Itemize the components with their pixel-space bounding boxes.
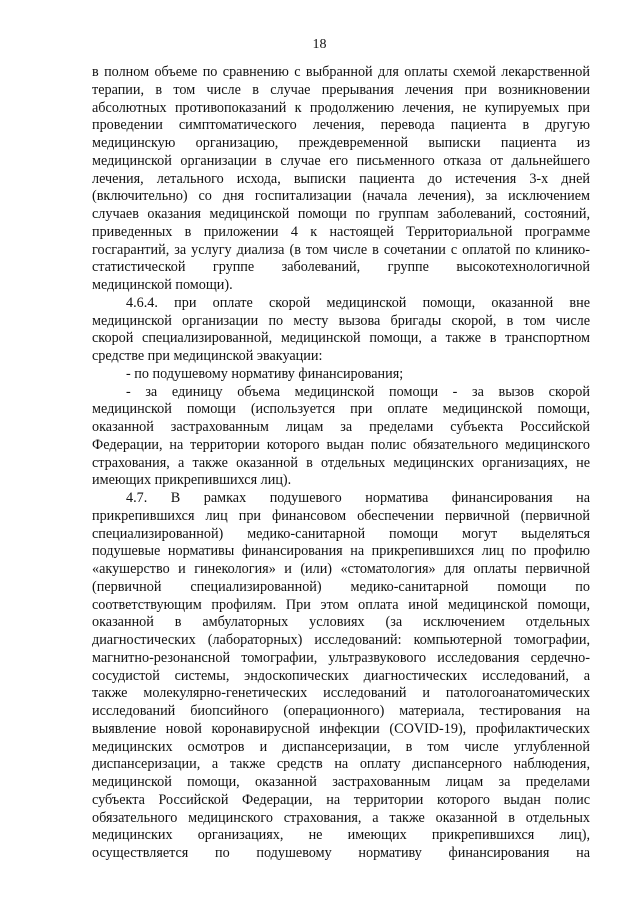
text-line: (первичной специализированной) медико-санитарной помощи по (92, 578, 590, 595)
text-line: Федерации, на территории которого выдан полис обязательного медицинского (92, 436, 590, 453)
text-line: специализированной) медико-санитарной помощи могут выделяться (92, 525, 590, 542)
text-line: страхования, а также оказанной в отдельных медицинских организациях, не (92, 454, 590, 471)
text-line: субъекта Российской Федерации, на территории которого выдан полис (92, 791, 590, 808)
text-line: оказанной в амбулаторных условиях (за исключением отдельных (92, 614, 590, 631)
text-line: сосудистой системы, эндоскопических диагностических исследований, а (92, 667, 590, 684)
text-line: госгарантий, за услугу диализа (в том числе в сочетании с оплатой по клинико- (92, 241, 590, 258)
text-line: медицинских осмотров и диспансеризации, в том числе углубленной (92, 738, 590, 755)
text-line: магнитно-резонансной томографии, ультразвукового исследования сердечно- (92, 649, 590, 666)
text-line: статистической группе заболеваний, группе высокотехнологичной (92, 259, 590, 276)
text-line: подушевые нормативы финансирования на прикрепившихся лиц по профилю (92, 543, 590, 560)
text-line: медицинских организациях, не имеющих прикрепившихся лиц), (92, 827, 590, 844)
text-line: - по подушевому нормативу финансирования; (126, 365, 404, 382)
text-line: медицинской помощи). (92, 277, 233, 293)
text-line: 4.6.4. при оплате скорой медицинской помощи, оказанной вне (126, 294, 590, 311)
text-line: абсолютных противопоказаний к продолжению лечения, не купируемых при (92, 99, 590, 116)
text-line: (включительно) со дня госпитализации (начала лечения), за исключением (92, 188, 590, 205)
text-line: терапии, в том числе в случае прерывания лечения при возникновении (92, 81, 590, 98)
text-line: лечения, летального исхода, выписки пациента до истечения 3-х дней (92, 170, 590, 187)
text-line: 4.7. В рамках подушевого норматива финансирования на (126, 490, 590, 506)
text-line: медицинской помощи (используется при оплате медицинской помощи, (92, 401, 590, 418)
text-line: приведенных в приложении 4 к настоящей Территориальной программе (92, 223, 590, 240)
text-line: медицинскую организацию, преждевременной выписки пациента из (92, 135, 590, 151)
text-line: диагностических (лабораторных) исследований: компьютерной томографии, (92, 632, 590, 648)
text-line: также молекулярно-генетических исследований и патологоанатомических (92, 685, 590, 702)
text-line: оказанной застрахованным лицам за пределами субъекта Российской (92, 419, 590, 435)
body-text (92, 64, 590, 863)
text-line: осуществляется по подушевому нормативу финансирования на (92, 845, 590, 861)
text-line: «акушерство и гинекология» и (или) «стоматология» для оплаты первичной (92, 561, 590, 577)
text-line: медицинской организации в случае его письменного отказа от дальнейшего (92, 152, 590, 169)
text-line: скорой специализированной, медицинской помощи, а также в транспортном (92, 330, 590, 347)
text-line: - за единицу объема медицинской помощи - за вызов скорой (126, 383, 590, 400)
text-line: имеющих прикрепившихся лиц). (92, 472, 292, 489)
text-line: случаев оказания медицинской помощи по группам заболеваний, состояний, (92, 206, 590, 222)
text-line: медицинской организации по месту вызова бригады скорой, в том числе (92, 312, 590, 329)
text-line: исследований биопсийного (операционного) материала, тестирования на (92, 703, 590, 719)
text-line: средстве при медицинской эвакуации: (92, 348, 323, 364)
text-line: проведении симптоматического лечения, перевода пациента в другую (92, 117, 590, 134)
text-line: прикрепившихся лиц при финансовом обеспечении первичной (первичной (92, 507, 590, 524)
text-line: соответствующим профилям. При этом оплата иной медицинской помощи, (92, 596, 590, 613)
text-line: в полном объеме по сравнению с выбранной для оплаты схемой лекарственной (92, 64, 590, 80)
text-line: диспансеризации, а также средств на оплату диспансерного наблюдения, (92, 756, 590, 773)
text-line: выявление новой коронавирусной инфекции (COVID-19), профилактических (92, 720, 590, 737)
text-line: медицинской помощи, оказанной застрахованным лицам за пределами (92, 774, 590, 790)
text-line: обязательного медицинского страхования, а также оказанной в отдельных (92, 809, 590, 826)
page-number: 18 (312, 37, 327, 52)
